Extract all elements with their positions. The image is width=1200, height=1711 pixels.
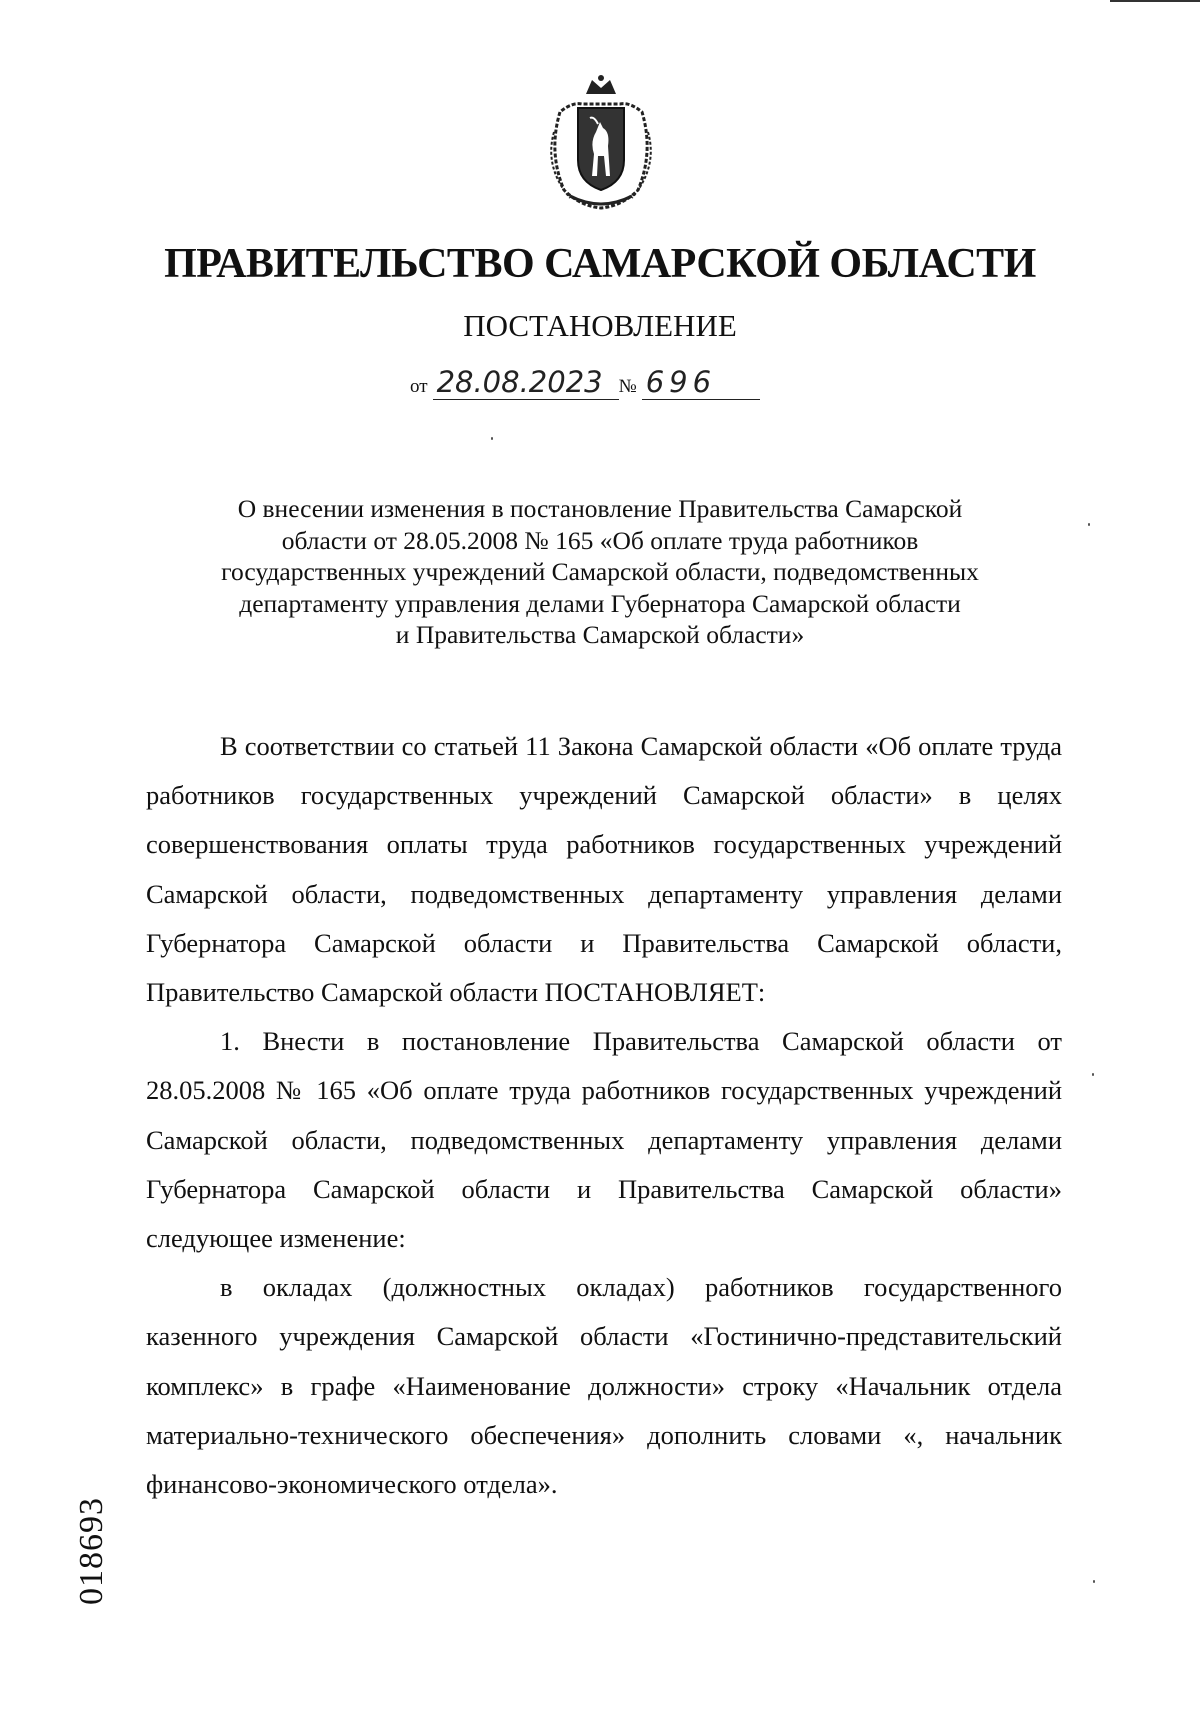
scan-speck — [1088, 523, 1090, 526]
organization-title: ПРАВИТЕЛЬСТВО САМАРСКОЙ ОБЛАСТИ — [164, 241, 1036, 287]
document-subject — [170, 493, 1030, 651]
subject-line: государственных учреждений Самарской области, подведомственных — [221, 557, 979, 586]
subject-line: и Правительства Самарской области» — [395, 620, 805, 649]
scan-speck — [1093, 1580, 1095, 1583]
scan-edge-line — [1110, 0, 1200, 2]
scan-speck — [1092, 1073, 1094, 1076]
body-paragraph-preamble: В соответствии со статьей 11 Закона Самарской области «Об оплате труда работников государственных учреждений Самарской области» в целях совершенствования оплаты труда работников государственных учреждений Самарской области, подведомственных департаменту управления делами Губернатора Самарской области и Правительства Самарской области, Правительство Самарской области ПОСТАНОВЛЯЕТ: — [146, 731, 1062, 1008]
document-type: ПОСТАНОВЛЕНИЕ — [463, 308, 737, 343]
date-number-line — [410, 365, 760, 405]
handwritten-number: 696 — [642, 365, 760, 400]
date-prefix: от — [410, 376, 428, 397]
number-prefix: № — [618, 376, 637, 397]
subject-line: области от 28.05.2008 № 165 «Об оплате труда работников — [281, 525, 919, 555]
handwritten-date: 28.08.2023 — [433, 365, 619, 400]
document-body — [146, 722, 1062, 1509]
coat-of-arms-icon — [540, 72, 662, 212]
body-paragraph-change: в окладах (должностных окладах) работников государственного казенного учреждения Самарской области «Гостинично-представительский комплекс» в графе «Наименование должности» строку «Начальник отдела материально-технического обеспечения» дополнить словами «, начальник финансово-экономического отдела». — [146, 1272, 1062, 1500]
subject-line: О внесении изменения в постановление Правительства Самарской — [237, 494, 963, 523]
body-paragraph-item-1: 1. Внести в постановление Правительства Самарской области от 28.05.2008 № 165 «Об оплате труда работников государственных учреждений Самарской области, подведомственных департаменту управления делами Губернатора Самарской области и Правительства Самарской области» следующее изменение: — [146, 1026, 1062, 1254]
margin-serial-number: 018693 — [73, 1497, 110, 1605]
scan-speck — [491, 437, 493, 440]
subject-line: департаменту управления делами Губернатора Самарской области — [239, 588, 961, 618]
